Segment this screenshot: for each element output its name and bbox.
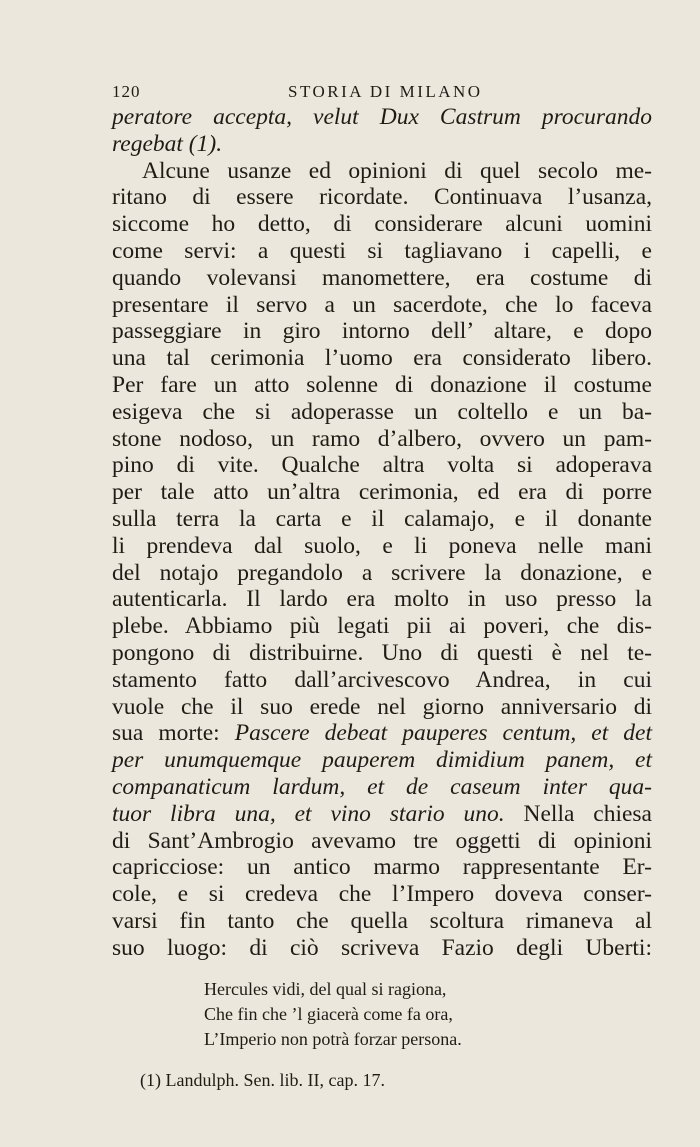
text-line: per unumquemque pauperem dimidium panem, et [112,747,652,774]
text-line: plebe. Abbiamo più legati pii ai poveri, che dis- [112,613,652,640]
text-line: varsi fin tanto che quella scoltura rimaneva al [112,907,652,934]
text-line: li prendeva dal suolo, e li poneva nelle mani [112,532,652,559]
text-line: presentare il servo a un sacerdote, che lo faceva [112,291,652,318]
text-line: una tal cerimonia l’uomo era considerato libero. [112,345,652,372]
text-line: come servi: a questi si tagliavano i capelli, e [112,237,652,264]
text-line: ritano di essere ricordate. Continuava l’usanza, [112,184,652,211]
text-line: stone nodoso, un ramo d’albero, ovvero un pam- [112,425,652,452]
text-line: regebat (1). [112,130,223,157]
verse-quote [204,977,624,1052]
text-line: vuole che il suo erede nel giorno anniversario di [112,693,652,720]
text-line: companaticum lardum, et de caseum inter qua- [112,773,652,800]
page-number: 120 [112,82,141,101]
text-line: pongono di distribuirne. Uno di questi è nel te- [112,639,652,666]
text-line: passeggiare in giro intorno dell’ altare, e dopo [112,318,652,345]
text-line: autenticarla. Il lardo era molto in uso presso la [112,586,652,613]
text-line: del notajo pregandolo a scrivere la donazione, e [112,559,652,586]
running-title: STORIA DI MILANO [288,82,483,101]
body-text [112,104,652,962]
verse-line: Hercules vidi, del qual si ragiona, [204,979,447,999]
text-line: suo luogo: di ciò scriveva Fazio degli Uberti: [112,934,652,961]
text-line: Per fare un atto solenne di donazione il costume [112,371,652,398]
text-line: sulla terra la carta e il calamajo, e il donante [112,505,652,532]
text-line: esigeva che si adoperasse un coltello e un ba- [112,398,652,425]
text-line: per tale atto un’altra cerimonia, ed era di porre [112,479,652,506]
footnote: (1) Landulph. Sen. lib. II, cap. 17. [140,1070,385,1090]
verse-line: Che fin che ’l giacerà come fa ora, [204,1004,453,1024]
text-line: quando volevansi manomettere, era costume di [112,264,652,291]
text-line: siccome ho detto, di considerare alcuni uomini [112,211,652,238]
text-line: stamento fatto dall’arcivescovo Andrea, in cui [112,666,652,693]
text-line: peratore accepta, velut Dux Castrum procurando [112,104,652,130]
text-line: cole, e si credeva che l’Impero doveva conser- [112,881,652,908]
text-line: pino di vite. Qualche altra volta si adoperava [112,452,652,479]
text-line: di Sant’Ambrogio avevamo tre oggetti di opinioni [112,827,652,854]
text-line: tuor libra una, et vino stario uno. Nella chiesa [112,800,652,827]
text-line: sua morte: Pascere debeat pauperes centum, et det [112,720,653,747]
verse-line: L’Imperio non potrà forzar persona. [204,1029,462,1049]
text-line: Alcune usanze ed opinioni di quel secolo me- [142,157,652,184]
text-line: capricciose: un antico marmo rappresentante Er- [112,854,652,881]
